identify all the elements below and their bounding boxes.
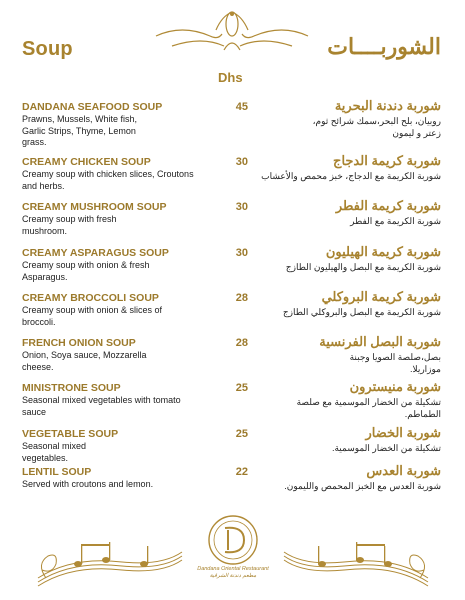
item-price: 30	[235, 201, 248, 213]
item-name: VEGETABLE SOUP	[22, 428, 119, 440]
item-name-arabic: شوربة البصل الفرنسية	[319, 334, 441, 349]
item-description: Prawns, Mussels, White fish, Garlic Strips, Thyme, Lemon grass.	[22, 114, 138, 147]
item-price: 22	[235, 466, 248, 478]
item-name: FRENCH ONION SOUP	[22, 337, 136, 349]
item-name: MINISTRONE SOUP	[22, 382, 121, 394]
item-price: 25	[235, 382, 248, 394]
item-name: DANDANA SEAFOOD SOUP	[22, 101, 163, 113]
item-description-arabic: تشكيلة من الخضار الموسمية.	[331, 443, 441, 453]
logo-caption	[195, 566, 271, 580]
item-description-arabic: شوربة الكريمة مع البصل والهيليون الطازج	[285, 262, 441, 272]
item-description-arabic: تشكيلة من الخضار الموسمية مع صلصة الطماطم.	[296, 397, 441, 419]
page-title-arabic: الشوربــــات	[327, 34, 441, 59]
item-description: Onion, Soya sauce, Mozzarella cheese.	[22, 350, 147, 372]
item-name-arabic: شوربة العدس	[366, 463, 441, 478]
item-name-arabic: شوربة كريمة الهيليون	[325, 244, 441, 259]
item-price: 25	[235, 428, 248, 440]
item-name: CREAMY MUSHROOM SOUP	[22, 201, 167, 213]
item-name-arabic: شوربة كريمة الدجاج	[333, 153, 441, 168]
item-description-arabic: شوربة الكريمة مع الدجاج، خبز محمص والأعشاب	[261, 171, 441, 181]
item-name-arabic: شوربة منيسترون	[349, 379, 441, 394]
page-title: Soup	[22, 38, 73, 60]
item-name: LENTIL SOUP	[22, 466, 92, 478]
item-price: 28	[235, 337, 248, 349]
item-name-arabic: شوربة كريمة البروكلي	[321, 289, 441, 304]
item-description: Creamy soup with onion & fresh Asparagus.	[22, 260, 150, 282]
item-description-arabic: شوربة العدس مع الخبز المحمص والليمون.	[284, 481, 441, 491]
item-name-arabic: شوربة كريمة الفطر	[335, 198, 441, 213]
item-name: CREAMY CHICKEN SOUP	[22, 156, 151, 168]
item-name: CREAMY ASPARAGUS SOUP	[22, 247, 169, 259]
item-description: Creamy soup with chicken slices, Croutons and herbs.	[22, 169, 194, 191]
item-name-arabic: شوربة الخضار	[365, 425, 441, 440]
currency-label: Dhs	[218, 70, 243, 85]
item-name-arabic: شوربة دندنة البحرية	[334, 98, 441, 113]
item-name: CREAMY BROCCOLI SOUP	[22, 292, 159, 304]
logo-caption-en: Dandana Oriental Restaurant	[197, 566, 269, 572]
ornament-icon	[152, 6, 312, 54]
item-price: 30	[235, 247, 248, 259]
item-description: Creamy soup with onion & slices of broccoli.	[22, 305, 163, 327]
item-description: Creamy soup with fresh mushroom.	[22, 214, 117, 236]
logo-caption-ar: مطعم دندنة الشرقية	[209, 573, 257, 579]
music-notes-icon	[32, 512, 434, 592]
item-description-arabic: شوربة الكريمة مع البصل والبروكلي الطازج	[282, 307, 441, 317]
item-price: 28	[235, 292, 248, 304]
item-price: 45	[235, 101, 248, 113]
item-description-arabic: بصل،صلصة الصويا وجبنة موزاريلا.	[349, 352, 441, 374]
item-description: Seasonal mixed vegetables with tomato sauce	[22, 395, 181, 417]
item-description-arabic: شوربة الكريمة مع الفطر	[350, 216, 441, 226]
item-description: Served with croutons and lemon.	[22, 479, 154, 489]
item-price: 30	[235, 156, 248, 168]
restaurant-logo-icon	[209, 516, 257, 564]
item-description: Seasonal mixed vegetables.	[22, 441, 87, 463]
item-description-arabic: روبيان، بلح البحر،سمك شرائح ثوم، زعتر و ليمون	[312, 116, 441, 138]
